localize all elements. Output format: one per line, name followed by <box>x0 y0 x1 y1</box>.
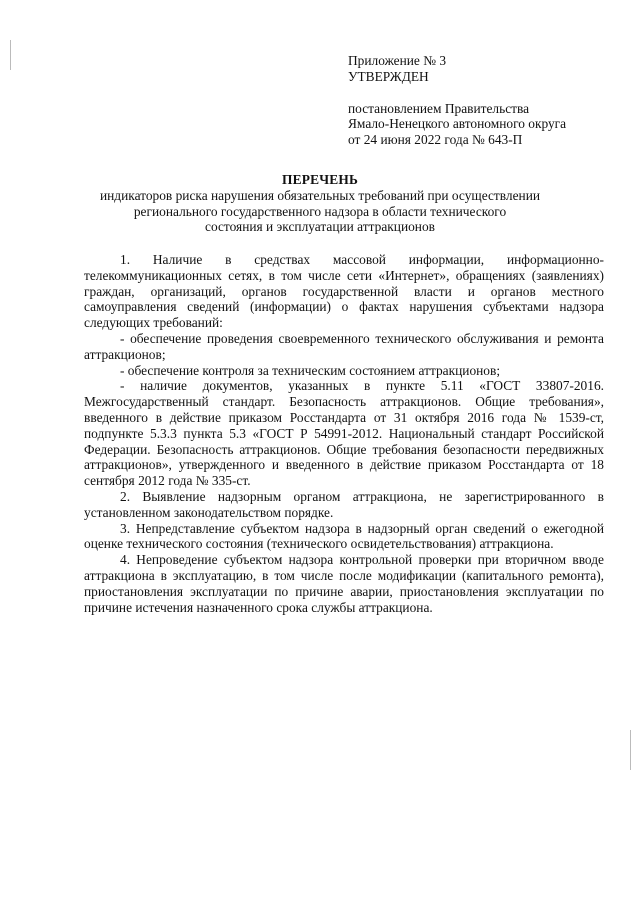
title-line-3: состояния и эксплуатации аттракционов <box>205 219 435 235</box>
approval-line-3: от 24 июня 2022 года № 643-П <box>348 132 523 148</box>
item-1-bullet-2: - обеспечение контроля за техническим состоянием аттракционов; <box>120 362 501 378</box>
item-1-bullet-3: - наличие документов, указанных в пункте 5.11 «ГОСТ 33807-2016. Межгосударственный стандарт. Безопасность аттракционов. Общие требования», введенного в действие приказом Росстандарта от 31 октября 2016 года № 1539-ст, подпункте 5.3.3 пункта 5.3 «ГОСТ Р 54991-2012. Национальный стандарт Российской Федерации. Безопасность аттракционов. Общие требования безопасности передвижных аттракционов», утвержденного и введенного в действие приказом Росстандарта от 18 сентября 2012 года № 335-ст. <box>84 378 604 489</box>
item-3: 3. Непредставление субъектом надзора в надзорный орган сведений о ежегодной оценке технического состояния (технического освидетельствования) аттракциона. <box>84 520 604 552</box>
item-1: 1. Наличие в средствах массовой информации, информационно-телекоммуникационных сетях, в том числе сети «Интернет», обращениях (заявлениях) граждан, организаций, органов государственной власти и органов местного самоуправления сведений (информации) о фактах нарушения субъектами надзора следующих требований: <box>84 252 604 331</box>
item-2: 2. Выявление надзорным органом аттракциона, не зарегистрированного в установленном законодательством порядке. <box>84 488 604 520</box>
approved-label: УТВЕРЖДЕН <box>348 68 429 84</box>
item-1-bullet-1: - обеспечение проведения своевременного технического обслуживания и ремонта аттракционов; <box>84 330 604 362</box>
document-title <box>60 172 580 235</box>
approval-line-2: Ямало-Ненецкого автономного округа <box>348 116 567 132</box>
title-line-1: индикаторов риска нарушения обязательных требований при осуществлении <box>99 187 541 203</box>
right-edge-mark <box>630 730 631 770</box>
document-body <box>84 252 604 615</box>
appendix-label: Приложение № 3 <box>348 53 447 68</box>
title-heading: ПЕРЕЧЕНЬ <box>281 172 359 187</box>
item-4: 4. Непроведение субъектом надзора контрольной проверки при вторичном вводе аттракциона в эксплуатацию, в том числе после модификации (капитального ремонта), приостановления эксплуатации по причине аварии, приостановления эксплуатации по причине истечения назначенного срока службы аттракциона. <box>84 552 604 615</box>
left-edge-mark <box>10 40 11 70</box>
title-line-2: регионального государственного надзора в области технического <box>133 203 507 219</box>
approval-stamp <box>348 53 608 148</box>
approval-line-1: постановлением Правительства <box>348 100 530 116</box>
